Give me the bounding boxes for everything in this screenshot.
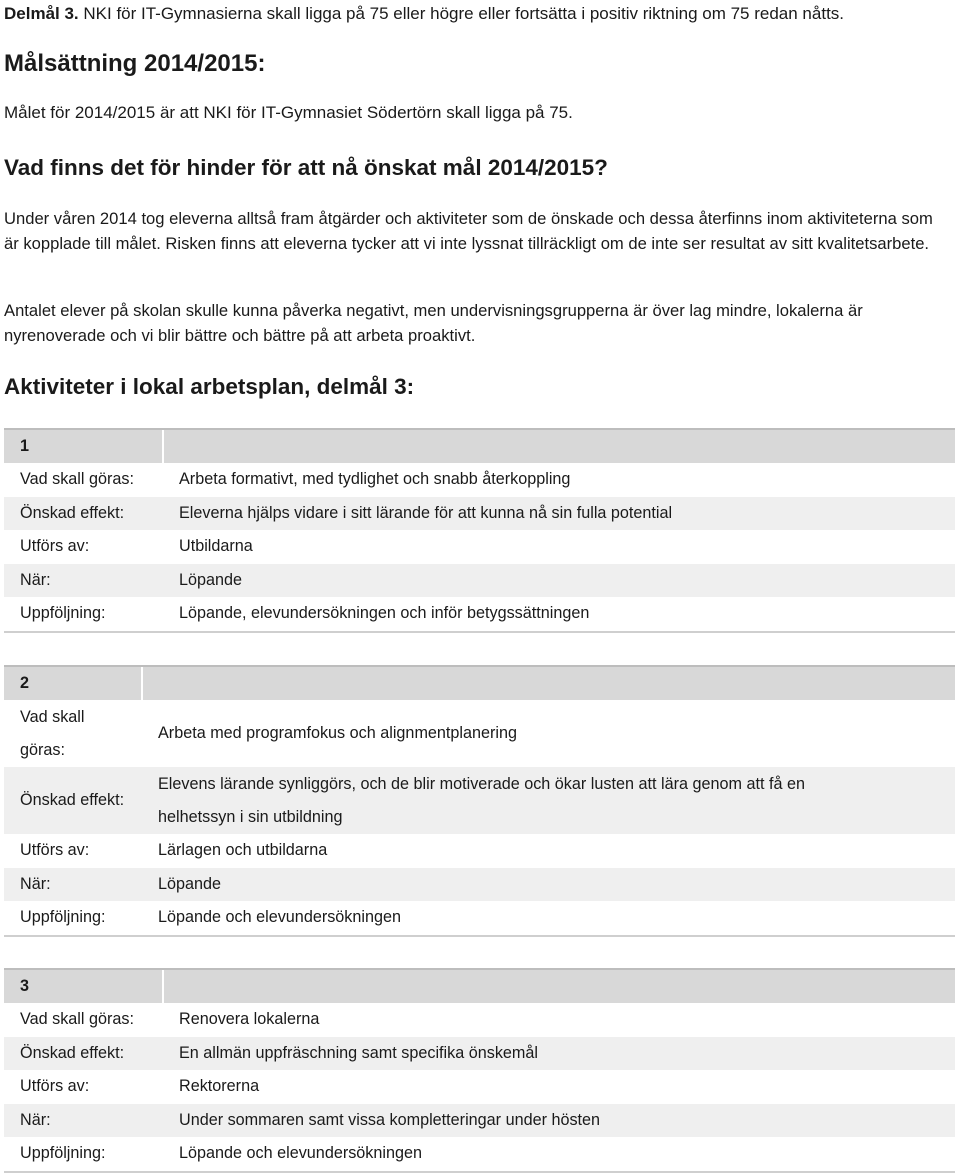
row-value: Arbeta med programfokus och alignmentplanering: [158, 724, 518, 742]
table-row: [4, 1070, 955, 1104]
table-row: [4, 700, 955, 767]
table-row: [4, 463, 955, 497]
row-label: När:: [4, 1104, 163, 1138]
activity-number: 2: [4, 666, 142, 700]
row-label: Önskad effekt:: [4, 497, 163, 531]
row-value: Renovera lokalerna: [179, 1010, 320, 1029]
row-label: Vad skall göras:: [20, 1010, 134, 1029]
row-label: Önskad effekt:: [4, 1037, 163, 1071]
table-row: [4, 1037, 955, 1071]
delmal-heading: [4, 4, 844, 24]
row-label: Utförs av:: [20, 841, 90, 860]
row-value: Löpande: [163, 564, 955, 598]
hinder-paragraph-2: Antalet elever på skolan skulle kunna påverka negativt, men undervisningsgrupperna är över lag mindre, lokalerna är nyrenoverade och vi blir bättre och bättre på att arbeta proaktivt.: [4, 301, 863, 345]
row-label: Uppföljning:: [4, 597, 163, 632]
row-label: Uppföljning:: [4, 901, 142, 936]
table-row: [4, 767, 955, 834]
row-label: Önskad effekt:: [4, 767, 142, 834]
row-value: Elevens lärande synliggörs, och de blir motiverade och ökar lusten att lära genom att få en helhetssyn i sin utbildning: [142, 767, 955, 834]
table-row: [4, 497, 955, 531]
table-header-row: [4, 666, 955, 700]
row-value: Under sommaren samt vissa kompletteringar under hösten: [163, 1104, 955, 1138]
row-label: Vad skall göras:: [20, 707, 85, 759]
row-label: Uppföljning:: [4, 1137, 163, 1172]
activity-table-3: [4, 968, 955, 1173]
row-value: Löpande och elevundersökningen: [163, 1137, 955, 1172]
row-value: Löpande, elevundersökningen och inför betygssättningen: [163, 597, 955, 632]
hinder-paragraph-1: Under våren 2014 tog eleverna alltså fram åtgärder och aktiviteter som de önskade och dessa återfinns inom aktiviteterna som är kopplade till målet. Risken finns att eleverna tycker att vi inte lyssnat tillräckligt om de inte ser resultat av sitt kvalitetsarbete.: [4, 209, 933, 253]
row-value: Lärlagen och utbildarna: [158, 841, 328, 860]
row-value: En allmän uppfräschning samt specifika önskemål: [163, 1037, 955, 1071]
row-label: Vad skall göras:: [20, 470, 134, 489]
activity-number: 3: [4, 969, 163, 1003]
row-value: Eleverna hjälps vidare i sitt lärande för att kunna nå sin fulla potential: [163, 497, 955, 531]
row-value: Arbeta formativt, med tydlighet och snabb återkoppling: [179, 470, 571, 489]
row-value: Rektorerna: [179, 1077, 260, 1096]
table-row: [4, 868, 955, 902]
row-label: När:: [4, 868, 142, 902]
row-value: Utbildarna: [179, 537, 253, 556]
activity-table-1: [4, 428, 955, 633]
table-row: [4, 1104, 955, 1138]
table-row: [4, 834, 955, 868]
activity-table-2: [4, 665, 955, 937]
malsattning-heading: Målsättning 2014/2015:: [4, 50, 266, 77]
row-label: När:: [4, 564, 163, 598]
row-value: Löpande: [142, 868, 955, 902]
table-header-row: [4, 429, 955, 463]
table-row: [4, 1137, 955, 1172]
table-row: [4, 901, 955, 936]
table-row: [4, 530, 955, 564]
aktiviteter-heading: Aktiviteter i lokal arbetsplan, delmål 3:: [4, 374, 415, 399]
table-row: [4, 597, 955, 632]
table-row: [4, 564, 955, 598]
delmal-text: NKI för IT-Gymnasierna skall ligga på 75 eller högre eller fortsätta i positiv riktning om 75 redan nåtts.: [78, 4, 845, 23]
hinder-heading: Vad finns det för hinder för att nå önskat mål 2014/2015?: [4, 155, 608, 180]
row-value: Löpande och elevundersökningen: [142, 901, 955, 936]
delmal-label: Delmål 3.: [4, 4, 79, 23]
row-label: Utförs av:: [20, 537, 90, 556]
table-header-row: [4, 969, 955, 1003]
row-label: Utförs av:: [20, 1077, 90, 1096]
table-row: [4, 1003, 955, 1037]
malsattning-text: Målet för 2014/2015 är att NKI för IT-Gymnasiet Södertörn skall ligga på 75.: [4, 103, 573, 122]
activity-number: 1: [4, 429, 163, 463]
